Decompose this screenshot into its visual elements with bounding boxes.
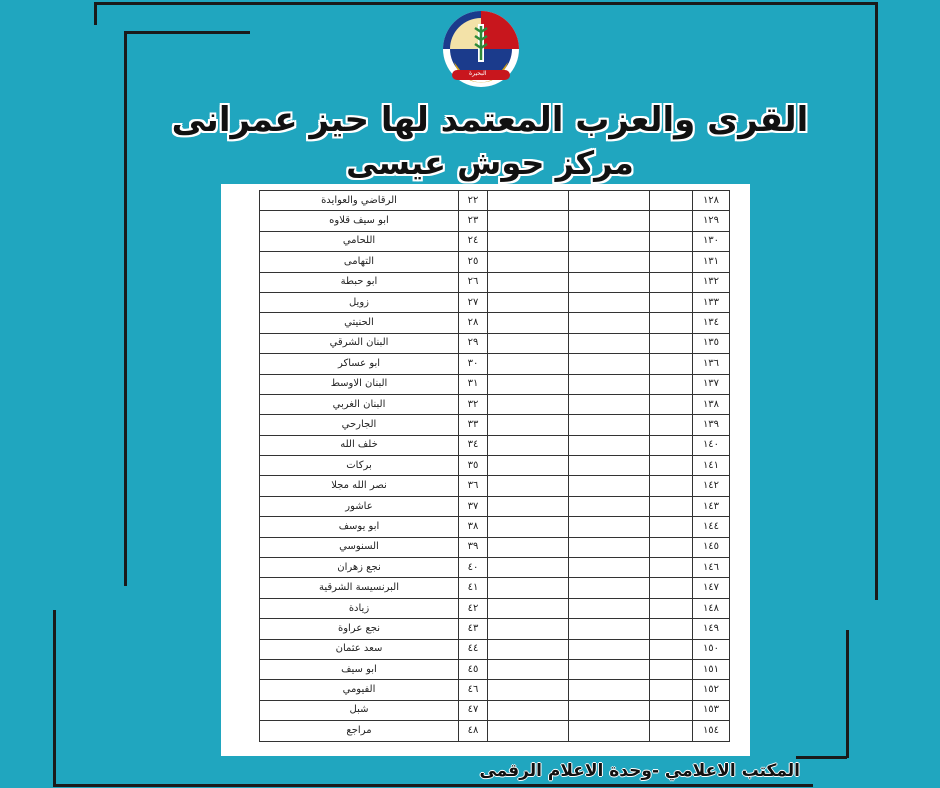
village-name-cell: البنان الشرقي <box>260 333 459 353</box>
serial-cell: ١٣٨ <box>693 394 730 414</box>
empty-cell <box>569 578 650 598</box>
empty-cell <box>569 700 650 720</box>
empty-cell <box>488 292 569 312</box>
empty-cell <box>650 272 693 292</box>
empty-cell <box>650 211 693 231</box>
village-name-cell: خلف الله <box>260 435 459 455</box>
empty-cell <box>488 496 569 516</box>
table-row <box>260 415 730 435</box>
frame-right-inner <box>846 630 849 758</box>
frame-bottom-outer <box>53 784 813 787</box>
frame-top-outer <box>94 2 878 5</box>
empty-cell <box>569 680 650 700</box>
number-cell: ٤٦ <box>459 680 488 700</box>
empty-cell <box>650 721 693 741</box>
number-cell: ٣٤ <box>459 435 488 455</box>
number-cell: ٤٧ <box>459 700 488 720</box>
empty-cell <box>488 680 569 700</box>
number-cell: ٣٢ <box>459 394 488 414</box>
table-row <box>260 619 730 639</box>
page-subtitle: مركز حوش عيسى <box>346 144 634 182</box>
empty-cell <box>569 598 650 618</box>
empty-cell <box>488 333 569 353</box>
empty-cell <box>569 537 650 557</box>
empty-cell <box>650 598 693 618</box>
table-row <box>260 191 730 211</box>
table-row <box>260 292 730 312</box>
empty-cell <box>488 435 569 455</box>
empty-cell <box>650 496 693 516</box>
empty-cell <box>569 496 650 516</box>
number-cell: ٣٥ <box>459 456 488 476</box>
empty-cell <box>650 558 693 578</box>
number-cell: ٤٠ <box>459 558 488 578</box>
village-name-cell: مراجع <box>260 721 459 741</box>
table-row <box>260 496 730 516</box>
frame-top-inner <box>124 31 250 34</box>
serial-cell: ١٤٢ <box>693 476 730 496</box>
village-name-cell: نصر الله مجلا <box>260 476 459 496</box>
village-name-cell: البنان الغربي <box>260 394 459 414</box>
table-row <box>260 231 730 251</box>
village-name-cell: ابو حبطة <box>260 272 459 292</box>
empty-cell <box>569 456 650 476</box>
empty-cell <box>650 354 693 374</box>
empty-cell <box>650 537 693 557</box>
table-row <box>260 598 730 618</box>
serial-cell: ١٣٧ <box>693 374 730 394</box>
empty-cell <box>569 292 650 312</box>
table-row <box>260 354 730 374</box>
table-row <box>260 700 730 720</box>
table-row <box>260 211 730 231</box>
serial-cell: ١٥٣ <box>693 700 730 720</box>
empty-cell <box>650 374 693 394</box>
governorate-logo <box>442 10 520 88</box>
village-name-cell: نجع عراوة <box>260 619 459 639</box>
empty-cell <box>569 231 650 251</box>
empty-cell <box>569 354 650 374</box>
number-cell: ٣٨ <box>459 517 488 537</box>
table-row <box>260 394 730 414</box>
table-row <box>260 252 730 272</box>
empty-cell <box>488 313 569 333</box>
empty-cell <box>569 394 650 414</box>
serial-cell: ١٤٩ <box>693 619 730 639</box>
empty-cell <box>488 394 569 414</box>
empty-cell <box>650 700 693 720</box>
number-cell: ٣٦ <box>459 476 488 496</box>
empty-cell <box>569 659 650 679</box>
number-cell: ٤٤ <box>459 639 488 659</box>
number-cell: ٢٩ <box>459 333 488 353</box>
serial-cell: ١٣٠ <box>693 231 730 251</box>
number-cell: ٤٥ <box>459 659 488 679</box>
serial-cell: ١٤٨ <box>693 598 730 618</box>
table-row <box>260 537 730 557</box>
empty-cell <box>650 456 693 476</box>
village-name-cell: ابو سيف <box>260 659 459 679</box>
number-cell: ٤٣ <box>459 619 488 639</box>
empty-cell <box>488 374 569 394</box>
empty-cell <box>650 578 693 598</box>
empty-cell <box>569 619 650 639</box>
number-cell: ٤٨ <box>459 721 488 741</box>
village-name-cell: البنان الاوسط <box>260 374 459 394</box>
village-name-cell: شبل <box>260 700 459 720</box>
village-name-cell: سعد عثمان <box>260 639 459 659</box>
empty-cell <box>569 272 650 292</box>
empty-cell <box>488 517 569 537</box>
empty-cell <box>488 272 569 292</box>
empty-cell <box>650 619 693 639</box>
empty-cell <box>650 394 693 414</box>
village-name-cell: الفيومي <box>260 680 459 700</box>
serial-cell: ١٣٣ <box>693 292 730 312</box>
empty-cell <box>650 415 693 435</box>
village-name-cell: الرقاضي والعوايدة <box>260 191 459 211</box>
empty-cell <box>569 374 650 394</box>
serial-cell: ١٣٩ <box>693 415 730 435</box>
empty-cell <box>650 659 693 679</box>
empty-cell <box>569 517 650 537</box>
frame-bottom-inner <box>796 756 847 759</box>
empty-cell <box>569 476 650 496</box>
serial-cell: ١٣١ <box>693 252 730 272</box>
table-row <box>260 313 730 333</box>
table-row <box>260 659 730 679</box>
table-row <box>260 639 730 659</box>
frame-left-outer <box>94 2 97 25</box>
empty-cell <box>650 680 693 700</box>
empty-cell <box>650 435 693 455</box>
empty-cell <box>650 231 693 251</box>
empty-cell <box>488 211 569 231</box>
village-name-cell: البرنسيسة الشرقية <box>260 578 459 598</box>
serial-cell: ١٥٠ <box>693 639 730 659</box>
empty-cell <box>650 333 693 353</box>
empty-cell <box>488 700 569 720</box>
frame-right-outer <box>875 2 878 600</box>
serial-cell: ١٢٩ <box>693 211 730 231</box>
number-cell: ٢٢ <box>459 191 488 211</box>
empty-cell <box>488 354 569 374</box>
empty-cell <box>488 537 569 557</box>
village-name-cell: ابو يوسف <box>260 517 459 537</box>
empty-cell <box>650 476 693 496</box>
serial-cell: ١٥١ <box>693 659 730 679</box>
serial-cell: ١٤٧ <box>693 578 730 598</box>
table-row <box>260 680 730 700</box>
empty-cell <box>488 456 569 476</box>
empty-cell <box>569 191 650 211</box>
empty-cell <box>488 558 569 578</box>
village-name-cell: السنوسي <box>260 537 459 557</box>
empty-cell <box>488 191 569 211</box>
empty-cell <box>488 639 569 659</box>
village-name-cell: بركات <box>260 456 459 476</box>
table-row <box>260 456 730 476</box>
serial-cell: ١٥٤ <box>693 721 730 741</box>
serial-cell: ١٤١ <box>693 456 730 476</box>
village-name-cell: عاشور <box>260 496 459 516</box>
village-name-cell: الحنيتي <box>260 313 459 333</box>
number-cell: ٢٧ <box>459 292 488 312</box>
serial-cell: ١٣٥ <box>693 333 730 353</box>
table-row <box>260 272 730 292</box>
number-cell: ٤٢ <box>459 598 488 618</box>
empty-cell <box>650 292 693 312</box>
serial-cell: ١٤٣ <box>693 496 730 516</box>
number-cell: ٢٨ <box>459 313 488 333</box>
village-name-cell: زيادة <box>260 598 459 618</box>
empty-cell <box>569 435 650 455</box>
number-cell: ٤١ <box>459 578 488 598</box>
table-row <box>260 374 730 394</box>
serial-cell: ١٤٠ <box>693 435 730 455</box>
villages-table <box>259 190 730 742</box>
empty-cell <box>488 231 569 251</box>
empty-cell <box>488 619 569 639</box>
empty-cell <box>569 211 650 231</box>
empty-cell <box>650 313 693 333</box>
empty-cell <box>650 517 693 537</box>
village-name-cell: زويل <box>260 292 459 312</box>
serial-cell: ١٣٢ <box>693 272 730 292</box>
empty-cell <box>650 639 693 659</box>
empty-cell <box>488 252 569 272</box>
empty-cell <box>488 659 569 679</box>
serial-cell: ١٢٨ <box>693 191 730 211</box>
village-name-cell: التهامى <box>260 252 459 272</box>
village-name-cell: ابو سيف قلاوه <box>260 211 459 231</box>
empty-cell <box>569 252 650 272</box>
serial-cell: ١٣٤ <box>693 313 730 333</box>
empty-cell <box>569 313 650 333</box>
number-cell: ٣٩ <box>459 537 488 557</box>
number-cell: ٢٥ <box>459 252 488 272</box>
serial-cell: ١٤٥ <box>693 537 730 557</box>
number-cell: ٣١ <box>459 374 488 394</box>
table-row <box>260 558 730 578</box>
empty-cell <box>488 598 569 618</box>
empty-cell <box>569 639 650 659</box>
table-row <box>260 517 730 537</box>
empty-cell <box>569 333 650 353</box>
number-cell: ٢٣ <box>459 211 488 231</box>
number-cell: ٢٦ <box>459 272 488 292</box>
village-name-cell: اللحامي <box>260 231 459 251</box>
table-row <box>260 721 730 741</box>
empty-cell <box>488 476 569 496</box>
village-name-cell: ابو عساكر <box>260 354 459 374</box>
number-cell: ٣٣ <box>459 415 488 435</box>
empty-cell <box>569 721 650 741</box>
empty-cell <box>650 252 693 272</box>
empty-cell <box>569 558 650 578</box>
number-cell: ٣٠ <box>459 354 488 374</box>
logo-text: البحيرة <box>469 70 487 77</box>
empty-cell <box>488 721 569 741</box>
table-row <box>260 476 730 496</box>
document-page <box>221 184 750 756</box>
table-row <box>260 435 730 455</box>
village-name-cell: نجع زهران <box>260 558 459 578</box>
empty-cell <box>488 415 569 435</box>
serial-cell: ١٣٦ <box>693 354 730 374</box>
page-title: القرى والعزب المعتمد لها حيز عمرانى <box>171 100 809 140</box>
village-name-cell: الجارحي <box>260 415 459 435</box>
serial-cell: ١٤٦ <box>693 558 730 578</box>
serial-cell: ١٥٢ <box>693 680 730 700</box>
empty-cell <box>569 415 650 435</box>
footer-credit: المكتب الاعلامي -وحدة الاعلام الرقمى <box>479 761 800 781</box>
table-row <box>260 578 730 598</box>
empty-cell <box>488 578 569 598</box>
serial-cell: ١٤٤ <box>693 517 730 537</box>
empty-cell <box>650 191 693 211</box>
number-cell: ٢٤ <box>459 231 488 251</box>
table-row <box>260 333 730 353</box>
number-cell: ٣٧ <box>459 496 488 516</box>
frame-left-bottom <box>53 610 56 786</box>
